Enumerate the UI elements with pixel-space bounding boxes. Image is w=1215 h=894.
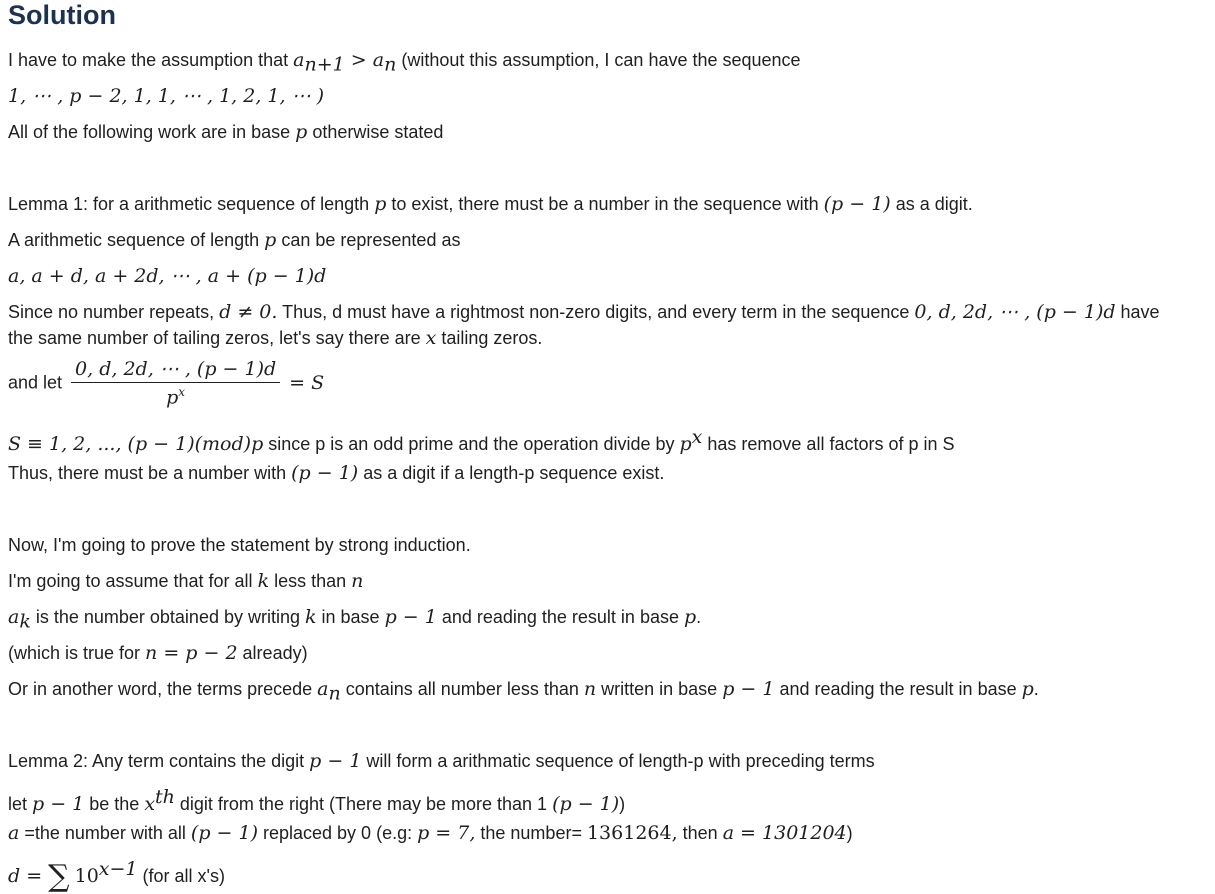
math: a = 1301204 xyxy=(722,822,847,844)
ak-definition-line xyxy=(8,604,701,635)
text: A arithmetic sequence of length xyxy=(8,230,265,250)
text: Thus, there must be a number with xyxy=(8,463,292,483)
congruence-line xyxy=(8,424,955,457)
math: (p − 1) xyxy=(190,822,258,844)
math: x xyxy=(144,793,156,815)
text: replaced by 0 (e.g: xyxy=(258,823,418,843)
text: is the number obtained by writing xyxy=(30,607,305,627)
text: can be represented as xyxy=(276,230,461,250)
math: a xyxy=(8,606,20,628)
arithmetic-sequence-line xyxy=(8,263,326,289)
fraction-line xyxy=(8,358,324,408)
math: n xyxy=(351,570,364,592)
text: All of the following work are in base xyxy=(8,122,296,142)
math: (p − 1) xyxy=(823,193,891,215)
text: otherwise stated xyxy=(307,122,444,142)
a-definition-line xyxy=(8,820,853,846)
text: the same number of tailing zeros, let's say there are xyxy=(8,328,426,348)
math: p xyxy=(166,386,179,409)
math: p − 1 xyxy=(722,678,775,700)
lemma-1-line xyxy=(8,191,973,217)
math-sup: th xyxy=(155,786,175,808)
text: has remove all factors of p in S xyxy=(702,434,955,454)
math: (p − 1) xyxy=(552,793,620,815)
math: k xyxy=(257,570,270,592)
text: let xyxy=(8,794,33,814)
text: ) xyxy=(846,823,853,843)
text: and reading the result in base xyxy=(436,607,684,627)
text: ) xyxy=(619,794,626,814)
text: be the xyxy=(84,794,145,814)
math: > a xyxy=(344,49,385,71)
math: x xyxy=(425,327,437,349)
representation-line xyxy=(8,227,460,253)
math: a xyxy=(8,822,20,844)
sum-symbol: ∑ xyxy=(48,859,70,894)
math: p xyxy=(683,606,697,628)
lemma-2-line xyxy=(8,748,875,774)
xth-digit-line xyxy=(8,784,625,817)
solution-heading: Solution xyxy=(8,0,116,30)
restatement-line xyxy=(8,676,1039,707)
math: p xyxy=(1021,678,1034,700)
d-definition-line xyxy=(8,856,225,894)
text: (which is true for xyxy=(8,643,146,663)
text: and let xyxy=(8,372,68,393)
math: p xyxy=(679,433,692,455)
math-sub: n xyxy=(328,682,341,705)
base-note-line xyxy=(8,119,443,145)
math: = S xyxy=(289,372,325,395)
no-repeat-line xyxy=(8,299,1160,325)
math-sup: x xyxy=(691,426,703,448)
induction-assumption-line xyxy=(8,568,363,594)
math-sup: x xyxy=(178,385,186,399)
fraction-denominator xyxy=(71,383,280,408)
text: as a digit if a length-p sequence exist. xyxy=(358,463,665,483)
math: a xyxy=(317,678,329,700)
math: 0, d, 2d, ⋯ , (p − 1)d xyxy=(914,301,1116,323)
math: n xyxy=(583,678,597,700)
text: less than xyxy=(269,571,352,591)
math: 1, ⋯ , p − 2, 1, 1, ⋯ , 1, 2, 1, ⋯ ) xyxy=(8,85,325,107)
math: p = 7, xyxy=(417,822,476,844)
text: Lemma 2: Any term contains the digit xyxy=(8,751,310,771)
lemma-1-conclusion-line xyxy=(8,460,664,486)
text: . xyxy=(1033,679,1039,699)
math: p − 1 xyxy=(32,793,85,815)
text: (for all x's) xyxy=(137,866,225,886)
math: n = p − 2 xyxy=(145,642,238,664)
fraction-numerator: 0, d, 2d, ⋯ , (p − 1)d xyxy=(71,358,280,383)
math: p − 1 xyxy=(309,750,362,772)
text: . xyxy=(696,607,702,627)
text: contains all number less than xyxy=(340,679,584,699)
text: (without this assumption, I can have the sequence xyxy=(396,50,801,70)
math: p − 1 xyxy=(384,606,437,628)
assumption-line xyxy=(8,47,801,78)
tailing-zeros-line xyxy=(8,325,542,351)
text: I'm going to assume that for all xyxy=(8,571,258,591)
induction-intro-line xyxy=(8,532,471,558)
text: the number= xyxy=(475,823,587,843)
math-sup: x−1 xyxy=(98,858,138,880)
math: p xyxy=(264,229,277,251)
math-sub: k xyxy=(19,610,31,633)
base-case-line xyxy=(8,640,308,666)
text: in base xyxy=(316,607,385,627)
text: Thus, d must have a rightmost non-zero digits, and every term in the sequence xyxy=(277,302,915,322)
text: Or in another word, the terms precede xyxy=(8,679,318,699)
math: d ≠ 0. xyxy=(219,301,278,323)
text: Lemma 1: for a arithmetic sequence of length xyxy=(8,194,375,214)
math: p xyxy=(374,193,387,215)
math: d = xyxy=(8,865,49,887)
math: p xyxy=(295,121,308,143)
text: Now, I'm going to prove the statement by strong induction. xyxy=(8,535,471,555)
math: S ≡ 1, 2, ..., (p − 1)(mod)p xyxy=(8,433,264,455)
text: and reading the result in base xyxy=(774,679,1022,699)
math: k xyxy=(305,606,317,628)
fraction xyxy=(71,358,280,408)
math: 10 xyxy=(74,865,99,887)
text: written in base xyxy=(596,679,723,699)
text: will form a arithmatic sequence of length-p with preceding terms xyxy=(361,751,875,771)
text: Since no number repeats, xyxy=(8,302,220,322)
text: to exist, there must be a number in the sequence with xyxy=(386,194,824,214)
sequence-line xyxy=(8,83,324,109)
math-sub: n xyxy=(384,53,397,76)
math: (p − 1) xyxy=(291,462,359,484)
math: a, a + d, a + 2d, ⋯ , a + (p − 1)d xyxy=(8,265,327,287)
text: =the number with all xyxy=(19,823,191,843)
text: then xyxy=(677,823,723,843)
math: 1361264, xyxy=(586,822,678,844)
math-sub: n+1 xyxy=(304,53,345,76)
text: tailing zeros. xyxy=(436,328,543,348)
text: digit from the right (There may be more than 1 xyxy=(174,794,553,814)
text: I have to make the assumption that xyxy=(8,50,294,70)
math: a xyxy=(293,49,305,71)
text: as a digit. xyxy=(890,194,973,214)
text: since p is an odd prime and the operation divide by xyxy=(263,434,680,454)
text: have xyxy=(1115,302,1160,322)
text: already) xyxy=(237,643,308,663)
